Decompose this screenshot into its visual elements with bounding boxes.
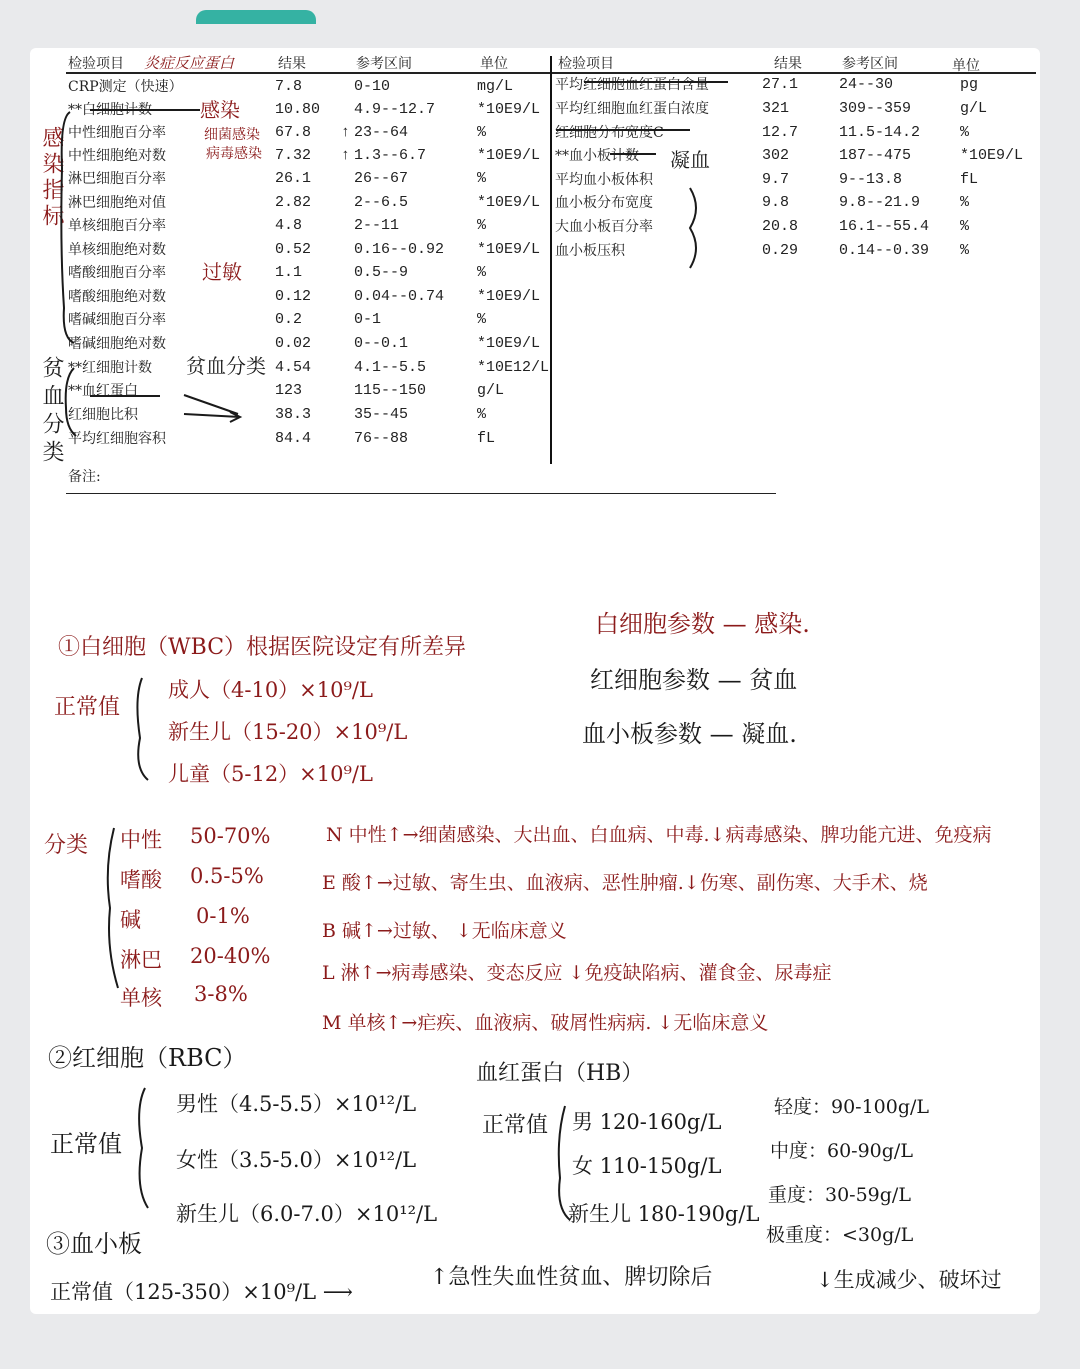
- row-unit: %: [477, 406, 487, 423]
- row-range: 9--13.8: [839, 171, 903, 188]
- list-item: 成人（4-10）×10⁹/L: [168, 678, 373, 702]
- row-unit: %: [477, 311, 487, 328]
- crp-annotation: 炎症反应蛋白: [144, 54, 235, 72]
- row-result: 9.8: [762, 194, 790, 211]
- list-item: 新生儿（6.0-7.0）×10¹²/L: [176, 1202, 438, 1226]
- neut-pct-annotation: 细菌感染: [204, 127, 260, 143]
- class-label: 分类: [44, 833, 89, 858]
- brace-rbc: [66, 368, 76, 436]
- hb-title: 血红蛋白（HB）: [476, 1061, 644, 1086]
- row-unit: %: [477, 217, 487, 234]
- row-result: 0.29: [762, 242, 799, 259]
- header-result: 结果: [278, 56, 306, 72]
- row-unit: %: [960, 194, 970, 211]
- list-item: 新生儿（15-20）×10⁹/L: [168, 720, 408, 744]
- class-note: E 酸↑→过敏、寄生虫、血液病、恶性肿瘤.↓伤寒、副伤寒、大手术、烧: [322, 872, 928, 894]
- row-range: 23--64: [354, 124, 409, 141]
- row-result: 7.32: [275, 147, 312, 164]
- plt-decrease: ↓生成减少、破坏过: [816, 1268, 1002, 1292]
- row-result: 4.8: [275, 217, 303, 234]
- wbc-annotation: 感染: [200, 98, 240, 122]
- row-range: 0.5--9: [354, 264, 409, 281]
- row-range: 76--88: [354, 430, 409, 447]
- row-result: 26.1: [275, 170, 312, 187]
- neut-abs-annotation: 病毒感染: [206, 146, 262, 162]
- row-flag: ↑: [341, 124, 351, 141]
- wbc-normal-label: 正常值: [54, 695, 121, 720]
- row-range: 9.8--21.9: [839, 194, 921, 211]
- row-flag: ↑: [341, 147, 351, 164]
- row-name: **血红蛋白: [68, 383, 138, 399]
- row-unit: %: [477, 264, 487, 281]
- row-range: 1.3--6.7: [354, 147, 427, 164]
- class-range: 3-8%: [194, 982, 248, 1006]
- row-range: 16.1--55.4: [839, 218, 930, 235]
- report-photo: [30, 48, 1040, 1314]
- row-range: 0-1: [354, 311, 382, 328]
- row-name: **血小板计数: [555, 148, 639, 164]
- row-range: 4.1--5.5: [354, 359, 427, 376]
- row-result: 84.4: [275, 430, 312, 447]
- row-result: 123: [275, 382, 303, 399]
- row-name: 淋巴细胞百分率: [68, 171, 166, 187]
- row-unit: *10E9/L: [477, 101, 541, 118]
- row-result: 1.1: [275, 264, 303, 281]
- row-unit: *10E9/L: [477, 147, 541, 164]
- row-range: 115--150: [354, 382, 427, 399]
- header-result-right: 结果: [774, 56, 802, 72]
- row-name: 红细胞分布宽度C: [555, 125, 664, 141]
- row-range: 4.9--12.7: [354, 101, 436, 118]
- row-unit: %: [960, 242, 970, 259]
- wbc-title: ①白细胞（WBC）根据医院设定有所差异: [58, 635, 467, 660]
- row-range: 2--6.5: [354, 194, 409, 211]
- row-result: 302: [762, 147, 790, 164]
- row-name: **红细胞计数: [68, 360, 152, 376]
- row-unit: %: [477, 170, 487, 187]
- row-unit: pg: [960, 76, 979, 93]
- class-range: 0-1%: [196, 904, 250, 928]
- row-name: 平均红细胞血红蛋白浓度: [555, 101, 709, 117]
- row-unit: fL: [960, 171, 979, 188]
- row-name: 红细胞比积: [68, 407, 138, 423]
- row-range: 309--359: [839, 100, 912, 117]
- class-range: 0.5-5%: [190, 864, 264, 888]
- row-range: 24--30: [839, 76, 894, 93]
- row-range: 2--11: [354, 217, 400, 234]
- row-name: **白细胞计数: [68, 102, 152, 118]
- row-result: 0.52: [275, 241, 312, 258]
- list-item: 极重度：<30g/L: [766, 1224, 914, 1246]
- list-item: 儿童（5-12）×10⁹/L: [168, 762, 373, 786]
- row-name: 中性细胞百分率: [68, 125, 166, 141]
- row-result: 67.8: [275, 124, 312, 141]
- row-range: 11.5-14.2: [839, 124, 921, 141]
- eos-annotation: 过敏: [202, 260, 242, 284]
- row-result: 0.2: [275, 311, 303, 328]
- row-result: 2.82: [275, 194, 312, 211]
- list-item: 男性（4.5-5.5）×10¹²/L: [176, 1092, 417, 1116]
- row-range: 0.16--0.92: [354, 241, 445, 258]
- class-note: M 单核↑→疟疾、血液病、破屑性病病. ↓无临床意义: [322, 1012, 769, 1034]
- class-range: 50-70%: [190, 824, 271, 848]
- row-range: 0.14--0.39: [839, 242, 930, 259]
- row-name: 平均红细胞容积: [68, 431, 166, 447]
- row-result: 38.3: [275, 406, 312, 423]
- row-unit: *10E9/L: [960, 147, 1024, 164]
- row-range: 0-10: [354, 78, 391, 95]
- rbc-title: ②红细胞（RBC）: [48, 1044, 247, 1072]
- header-item: 检验项目: [68, 56, 124, 72]
- header-unit-right: 单位: [952, 58, 980, 74]
- row-unit: *10E9/L: [477, 288, 541, 305]
- hb-normal-label: 正常值: [482, 1113, 549, 1138]
- brace-plt: [690, 188, 696, 268]
- row-name: 血小板压积: [555, 243, 625, 259]
- summary-line: 血小板参数 — 凝血.: [582, 720, 797, 748]
- row-unit: fL: [477, 430, 496, 447]
- header-unit: 单位: [480, 56, 508, 72]
- rbc-normal-label: 正常值: [50, 1130, 122, 1158]
- row-result: 12.7: [762, 124, 799, 141]
- rbc-annotation: 贫血分类: [186, 354, 266, 378]
- row-name: 平均血小板体积: [555, 172, 653, 188]
- class-name: 淋巴: [120, 948, 162, 972]
- header-range: 参考区间: [356, 56, 412, 72]
- class-range: 20-40%: [190, 944, 271, 968]
- row-unit: *10E9/L: [477, 241, 541, 258]
- row-name: 嗜碱细胞绝对数: [68, 336, 166, 352]
- row-result: 321: [762, 100, 790, 117]
- class-note: B 碱↑→过敏、 ↓无临床意义: [322, 920, 567, 942]
- row-unit: *10E9/L: [477, 335, 541, 352]
- side-annotation-anemia: 贫血分类: [39, 356, 64, 468]
- row-name: 淋巴细胞绝对值: [68, 195, 166, 211]
- plt-annotation: 凝血: [670, 148, 710, 172]
- remark-label: 备注:: [68, 469, 101, 485]
- row-name: 嗜酸细胞百分率: [68, 265, 166, 281]
- row-unit: mg/L: [477, 78, 514, 95]
- class-name: 嗜酸: [120, 868, 162, 892]
- row-name: 平均红细胞血红蛋白含量: [555, 77, 709, 93]
- row-result: 0.02: [275, 335, 312, 352]
- row-range: 35--45: [354, 406, 409, 423]
- row-range: 0--0.1: [354, 335, 409, 352]
- row-name: CRP测定（快速）: [68, 79, 183, 95]
- brace-wbc-normals: [137, 678, 148, 780]
- row-result: 7.8: [275, 78, 303, 95]
- plt-increase: ↑急性失血性贫血、脾切除后: [430, 1265, 713, 1290]
- row-unit: g/L: [960, 100, 988, 117]
- row-name: 血小板分布宽度: [555, 195, 653, 211]
- row-range: 26--67: [354, 170, 409, 187]
- brace-rbc-normals: [139, 1088, 148, 1208]
- row-unit: %: [960, 124, 970, 141]
- brace-classes: [108, 828, 118, 988]
- plt-normal: 正常值（125-350）×10⁹/L ⟶: [50, 1280, 353, 1304]
- row-range: 0.04--0.74: [354, 288, 445, 305]
- header-item-right: 检验项目: [558, 56, 614, 72]
- list-item: 女 110-150g/L: [572, 1154, 722, 1178]
- list-item: 重度：30-59g/L: [768, 1184, 911, 1206]
- row-name: 单核细胞绝对数: [68, 242, 166, 258]
- row-result: 20.8: [762, 218, 799, 235]
- side-annotation-infection: 感染指标: [39, 126, 64, 230]
- row-result: 4.54: [275, 359, 312, 376]
- row-name: 中性细胞绝对数: [68, 148, 166, 164]
- row-unit: %: [477, 124, 487, 141]
- row-name: 嗜碱细胞百分率: [68, 312, 166, 328]
- list-item: 女性（3.5-5.0）×10¹²/L: [176, 1148, 417, 1172]
- plt-title: ③血小板: [46, 1230, 142, 1258]
- class-name: 碱: [120, 908, 141, 932]
- row-unit: g/L: [477, 382, 505, 399]
- header-range-right: 参考区间: [842, 56, 898, 72]
- class-note: N 中性↑→细菌感染、大出血、白血病、中毒.↓病毒感染、脾功能亢进、免疫病: [326, 824, 992, 846]
- row-name: 嗜酸细胞绝对数: [68, 289, 166, 305]
- row-unit: %: [960, 218, 970, 235]
- row-unit: *10E12/L: [477, 359, 550, 376]
- class-name: 单核: [120, 986, 162, 1010]
- list-item: 轻度：90-100g/L: [774, 1096, 930, 1118]
- row-unit: *10E9/L: [477, 194, 541, 211]
- row-result: 27.1: [762, 76, 799, 93]
- row-result: 0.12: [275, 288, 312, 305]
- list-item: 新生儿 180-190g/L: [568, 1202, 760, 1226]
- summary-line: 红细胞参数 — 贫血: [590, 666, 798, 694]
- brace-wbc: [61, 112, 74, 343]
- row-result: 9.7: [762, 171, 790, 188]
- row-name: 单核细胞百分率: [68, 218, 166, 234]
- list-item: 男 120-160g/L: [572, 1110, 722, 1134]
- class-name: 中性: [120, 828, 162, 852]
- row-range: 187--475: [839, 147, 912, 164]
- class-note: L 淋↑→病毒感染、变态反应 ↓免疫缺陷病、灌食金、尿毒症: [322, 962, 832, 984]
- list-item: 中度：60-90g/L: [770, 1140, 913, 1162]
- row-name: 大血小板百分率: [555, 219, 653, 235]
- summary-line: 白细胞参数 — 感染.: [595, 610, 810, 638]
- top-tab-indicator: [196, 10, 316, 24]
- row-result: 10.80: [275, 101, 321, 118]
